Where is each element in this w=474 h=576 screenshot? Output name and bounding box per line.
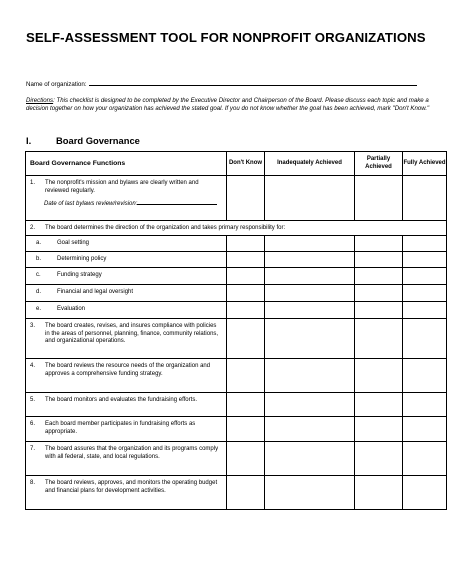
dont-know-checkbox-cell[interactable]	[227, 319, 265, 359]
table-row	[26, 417, 447, 442]
criterion-text: The board determines the direction of the organization and takes primary responsibility for:	[45, 225, 286, 231]
inadequately-achieved-checkbox-cell[interactable]	[265, 302, 355, 319]
criterion-text: The board monitors and evaluates the fundraising efforts.	[45, 397, 197, 403]
criterion-cell	[26, 252, 227, 268]
inadequately-achieved-checkbox-cell[interactable]	[265, 236, 355, 252]
criterion-text: The board reviews the resource needs of the organization and approves a comprehensive funding strategy.	[45, 363, 211, 377]
criterion-cell	[26, 417, 227, 442]
partially-achieved-checkbox-cell[interactable]	[355, 417, 403, 442]
dont-know-checkbox-cell[interactable]	[227, 417, 265, 442]
criterion-cell	[26, 359, 227, 393]
inadequately-achieved-checkbox-cell[interactable]	[265, 252, 355, 268]
directions-text: : This checklist is designed to be completed by the Executive Director and Chairperson of the Board. Please discuss each topic and make a decision together on how your organization has achieved the stated goal. If you do not know whether the goal has been achieved, mark "Don't Know."	[26, 97, 430, 113]
dont-know-checkbox-cell[interactable]	[227, 236, 265, 252]
criterion-cell	[26, 476, 227, 510]
criterion-number: 5.	[30, 397, 36, 403]
dont-know-checkbox-cell[interactable]	[227, 176, 265, 221]
inadequately-achieved-checkbox-cell[interactable]	[265, 176, 355, 221]
fully-achieved-checkbox-cell[interactable]	[403, 252, 447, 268]
inadequately-achieved-checkbox-cell[interactable]	[265, 393, 355, 417]
table-row	[26, 319, 447, 359]
partially-achieved-checkbox-cell[interactable]	[355, 319, 403, 359]
sub-criterion-letter: d.	[36, 289, 42, 295]
inadequately-achieved-checkbox-cell[interactable]	[265, 359, 355, 393]
bylaws-date-field[interactable]	[26, 197, 226, 208]
partially-achieved-checkbox-cell[interactable]	[355, 442, 403, 476]
sub-criterion-text: Funding strategy	[57, 272, 102, 278]
directions-label: Directions	[26, 97, 54, 104]
section-heading	[26, 135, 140, 146]
partially-achieved-checkbox-cell[interactable]	[355, 268, 403, 285]
criterion-number: 1.	[30, 180, 36, 186]
sub-criterion-letter: a.	[36, 240, 42, 246]
criterion-number: 3.	[30, 323, 36, 329]
inadequately-achieved-checkbox-cell[interactable]	[265, 476, 355, 510]
table-row	[26, 236, 447, 252]
table-row	[26, 393, 447, 417]
organization-name-blank[interactable]	[89, 80, 417, 86]
sub-criterion-letter: c.	[36, 272, 41, 278]
section-number: I.	[26, 135, 32, 146]
directions	[26, 97, 446, 114]
table-row	[26, 285, 447, 302]
partially-achieved-checkbox-cell[interactable]	[355, 476, 403, 510]
bylaws-date-label: Date of last bylaws review/revision:	[44, 201, 138, 207]
inadequately-achieved-checkbox-cell[interactable]	[265, 442, 355, 476]
dont-know-checkbox-cell[interactable]	[227, 285, 265, 302]
organization-name-label: Name of organization:	[26, 81, 87, 88]
sub-criterion-text: Financial and legal oversight	[57, 289, 134, 295]
header-functions: Board Governance Functions	[26, 152, 227, 176]
table-row	[26, 252, 447, 268]
criterion-number: 4.	[30, 363, 36, 369]
table-row	[26, 476, 447, 510]
table-row	[26, 268, 447, 285]
partially-achieved-checkbox-cell[interactable]	[355, 393, 403, 417]
fully-achieved-checkbox-cell[interactable]	[403, 236, 447, 252]
criterion-number: 8.	[30, 480, 36, 486]
criterion-cell	[26, 302, 227, 319]
criterion-cell	[26, 319, 227, 359]
sub-criterion-text: Determining policy	[57, 256, 107, 262]
dont-know-checkbox-cell[interactable]	[227, 302, 265, 319]
table-row	[26, 221, 447, 236]
partially-achieved-checkbox-cell[interactable]	[355, 285, 403, 302]
sub-criterion-text: Evaluation	[57, 306, 86, 312]
fully-achieved-checkbox-cell[interactable]	[403, 417, 447, 442]
fully-achieved-checkbox-cell[interactable]	[403, 302, 447, 319]
sub-criterion-text: Goal setting	[57, 240, 90, 246]
dont-know-checkbox-cell[interactable]	[227, 252, 265, 268]
dont-know-checkbox-cell[interactable]	[227, 442, 265, 476]
assessment-table	[25, 151, 447, 510]
dont-know-checkbox-cell[interactable]	[227, 393, 265, 417]
criterion-cell	[26, 176, 227, 221]
partially-achieved-checkbox-cell[interactable]	[355, 252, 403, 268]
fully-achieved-checkbox-cell[interactable]	[403, 268, 447, 285]
inadequately-achieved-checkbox-cell[interactable]	[265, 285, 355, 302]
inadequately-achieved-checkbox-cell[interactable]	[265, 417, 355, 442]
header-dont-know: Don't Know	[227, 152, 265, 176]
criterion-cell	[26, 268, 227, 285]
criterion-text: The board reviews, approves, and monitors the operating budget and financial plans for development activities.	[45, 480, 218, 494]
criterion-text: The nonprofit's mission and bylaws are clearly written and reviewed regularly.	[45, 180, 199, 194]
fully-achieved-checkbox-cell[interactable]	[403, 319, 447, 359]
criterion-text: The board creates, revises, and insures compliance with policies in the areas of personnel, planning, finance, community relations, and organizational operations.	[45, 323, 219, 344]
organization-name-field[interactable]	[26, 80, 446, 88]
criterion-number: 7.	[30, 446, 36, 452]
criterion-cell	[26, 236, 227, 252]
table-header-row	[26, 152, 447, 176]
fully-achieved-checkbox-cell[interactable]	[403, 393, 447, 417]
sub-criterion-letter: e.	[36, 306, 42, 312]
fully-achieved-checkbox-cell[interactable]	[403, 359, 447, 393]
section-title: Board Governance	[56, 135, 140, 146]
criterion-number: 2.	[30, 225, 36, 231]
fully-achieved-checkbox-cell[interactable]	[403, 442, 447, 476]
header-fully-achieved: Fully Achieved	[403, 152, 447, 176]
table-row	[26, 359, 447, 393]
fully-achieved-checkbox-cell[interactable]	[403, 176, 447, 221]
criterion-number: 6.	[30, 421, 36, 427]
criterion-cell	[26, 221, 447, 236]
page-title: SELF-ASSESSMENT TOOL FOR NONPROFIT ORGANIZATIONS	[26, 30, 426, 45]
partially-achieved-checkbox-cell[interactable]	[355, 302, 403, 319]
criterion-text: Each board member participates in fundraising efforts as appropriate.	[45, 421, 196, 435]
header-inadequately-achieved: Inadequately Achieved	[265, 152, 355, 176]
fully-achieved-checkbox-cell[interactable]	[403, 476, 447, 510]
partially-achieved-checkbox-cell[interactable]	[355, 236, 403, 252]
dont-know-checkbox-cell[interactable]	[227, 476, 265, 510]
inadequately-achieved-checkbox-cell[interactable]	[265, 268, 355, 285]
table-row	[26, 176, 447, 221]
criterion-cell	[26, 442, 227, 476]
dont-know-checkbox-cell[interactable]	[227, 268, 265, 285]
criterion-cell	[26, 393, 227, 417]
header-partially-achieved: Partially Achieved	[355, 152, 403, 176]
bylaws-date-blank[interactable]	[137, 199, 217, 205]
partially-achieved-checkbox-cell[interactable]	[355, 359, 403, 393]
partially-achieved-checkbox-cell[interactable]	[355, 176, 403, 221]
sub-criterion-letter: b.	[36, 256, 42, 262]
table-row	[26, 302, 447, 319]
criterion-cell	[26, 285, 227, 302]
inadequately-achieved-checkbox-cell[interactable]	[265, 319, 355, 359]
criterion-text: The board assures that the organization and its programs comply with all federal, state, and local regulations.	[45, 446, 219, 460]
dont-know-checkbox-cell[interactable]	[227, 359, 265, 393]
table-row	[26, 442, 447, 476]
fully-achieved-checkbox-cell[interactable]	[403, 285, 447, 302]
